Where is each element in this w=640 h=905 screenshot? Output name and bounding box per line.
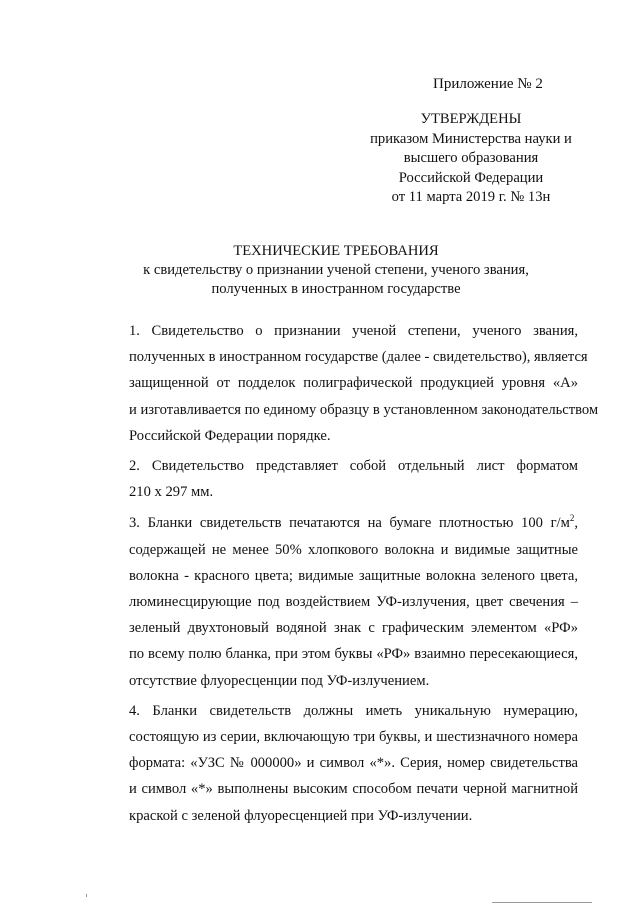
paragraph-line: и символ «*» выполнены высоким способом печати черной магнитной (129, 781, 578, 798)
heading-subtitle: к свидетельству о признании ученой степени, ученого звания, (143, 262, 529, 278)
appendix-number: Приложение № 2 (433, 76, 543, 92)
paragraph-line: 1. Свидетельство о признании ученой степени, ученого звания, (129, 323, 578, 339)
paragraph-line: 2. Свидетельство представляет собой отдельный лист форматом (129, 458, 578, 475)
paragraph-line: отсутствие флуоресценции под УФ-излучением. (129, 672, 430, 689)
document-body (92, 318, 599, 829)
paragraph-line: содержащей не менее 50% хлопкового волокна и видимые защитные (129, 541, 578, 558)
document-heading (96, 242, 576, 299)
paragraph-1 (92, 318, 599, 449)
scan-mark (86, 894, 87, 897)
superscript: 2 (569, 513, 575, 524)
approval-line: приказом Министерства науки и (370, 130, 572, 147)
paragraph-line: состоящую из серии, включающую три буквы, и шестизначного номера (129, 729, 578, 746)
scan-mark (492, 902, 592, 903)
paragraph-2 (92, 453, 578, 505)
paragraph-line: зеленый двухтоновый водяной знак с графическим элементом «РФ» (129, 620, 578, 637)
approval-title: УТВЕРЖДЕНЫ (420, 111, 522, 127)
paragraph-line: формата: «УЗС № 000000» и символ «*». Серия, номер свидетельства (129, 755, 578, 772)
approval-block (360, 110, 582, 208)
paragraph-line-first (92, 510, 578, 536)
paragraph-line: волокна - красного цвета; видимые защитные волокна зеленого цвета, (129, 567, 578, 584)
paragraph-line: люминесцирующие под воздействием УФ-излучения, цвет свечения – (129, 594, 578, 611)
paragraph-line: 210 х 297 мм. (129, 484, 214, 501)
paragraph-4 (92, 698, 578, 829)
paragraph-line: краской с зеленой флуоресценцией при УФ-излучении. (129, 807, 473, 824)
paragraph-line: и изготавливается по единому образцу в установленном законодательством (129, 401, 599, 418)
approval-line: высшего образования (403, 150, 539, 166)
paragraph-line: по всему полю бланка, при этом буквы «РФ» взаимно пересекающиеся, (129, 646, 578, 663)
paragraph-line: 4. Бланки свидетельств должны иметь уникальную нумерацию, (129, 702, 578, 719)
paragraph-3 (92, 510, 578, 693)
paragraph-line: защищенной от подделок полиграфической продукцией уровня «А» (129, 375, 578, 392)
approval-line: Российской Федерации (398, 169, 544, 186)
paragraph-line: Российской Федерации порядке. (129, 427, 331, 444)
paragraph-text: , (574, 515, 578, 532)
paragraph-line: полученных в иностранном государстве (далее - свидетельство), является (129, 349, 588, 366)
heading-subtitle: полученных в иностранном государстве (211, 281, 461, 297)
heading-title: ТЕХНИЧЕСКИЕ ТРЕБОВАНИЯ (233, 243, 439, 259)
paragraph-text: 3. Бланки свидетельств печатаются на бумаге плотностью 100 г/м (129, 515, 570, 532)
approval-line: от 11 марта 2019 г. № 13н (391, 189, 551, 205)
